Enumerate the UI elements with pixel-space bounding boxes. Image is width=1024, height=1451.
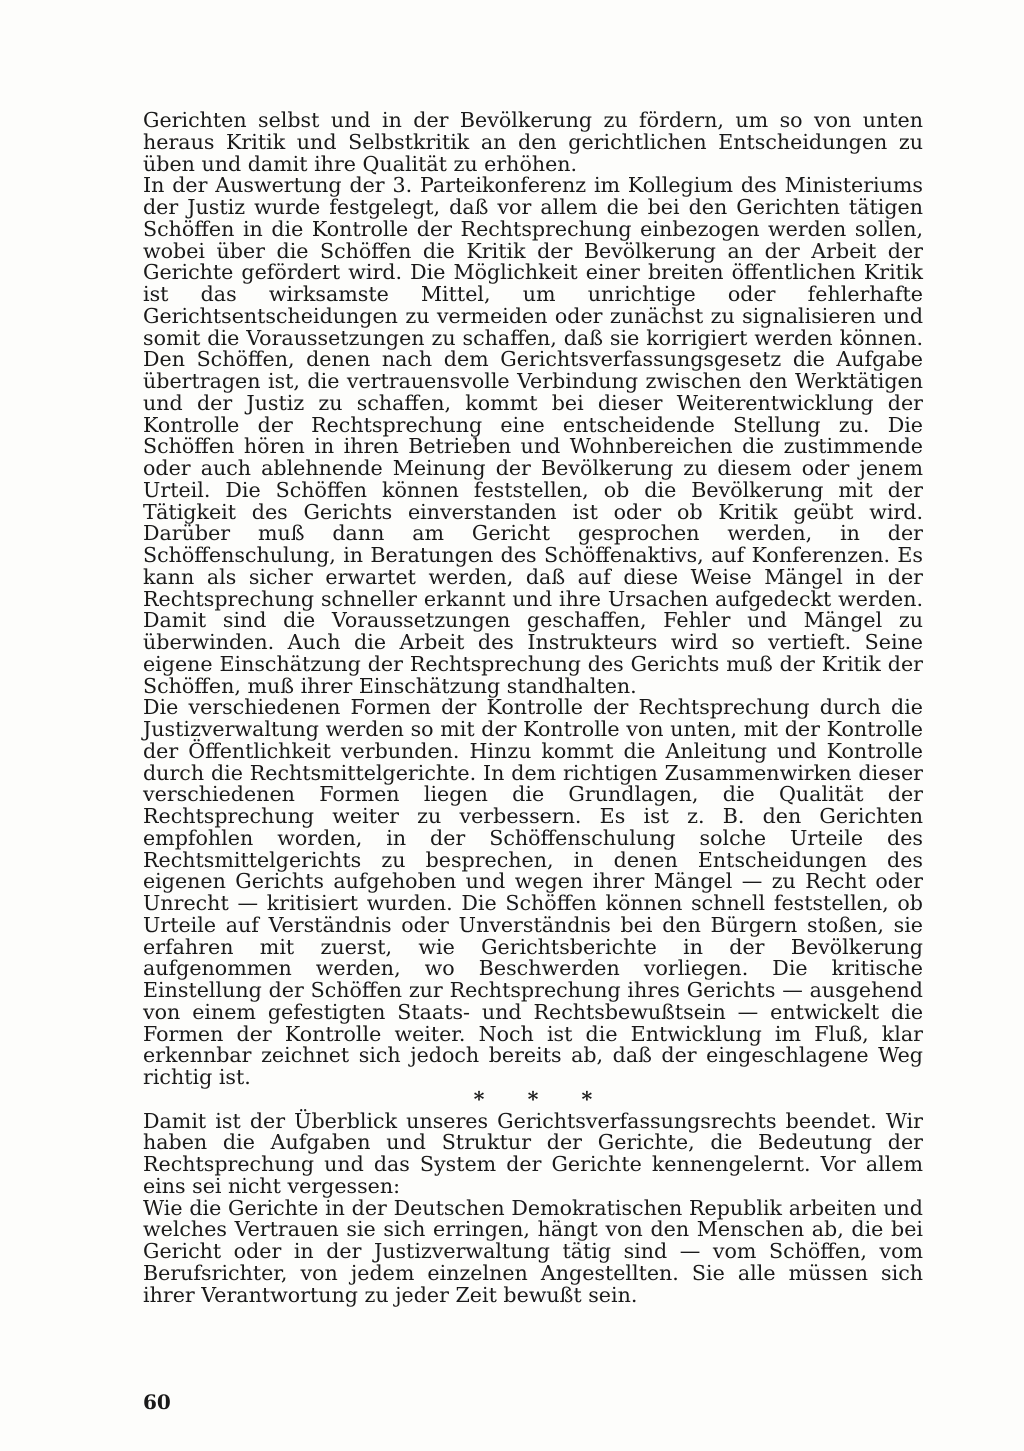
section-separator: * * *: [473, 1086, 611, 1111]
paragraph-2: In der Auswertung der 3. Parteikonferenz im Kollegium des Ministeriums der Justiz wurde festgelegt, daß vor allem die bei den Gerichten tätigen Schöffen in die Kontrolle der Rechtsprechung einbezogen werden sollen, wobei über die Schöffen die Kritik der Bevölkerung an der Arbeit der Gerichte gefördert wird. Die Möglichkeit einer breiten öffentlichen Kritik ist das wirksamste Mittel, um unrichtige oder fehlerhafte Gerichtsentscheidungen zu vermeiden oder zunächst zu signalisieren und somit die Voraussetzungen zu schaffen, daß sie korrigiert werden können. Den Schöffen, denen nach dem Gerichtsverfassungsgesetz die Aufgabe übertragen ist, die vertrauensvolle Verbindung zwischen den Werktätigen und der Justiz zu schaffen, kommt bei dieser Weiterentwicklung der Kontrolle der Rechtsprechung eine entscheidende Stellung zu. Die Schöffen hören in ihren Betrieben und Wohnbereichen die zustimmende oder auch ablehnende Meinung der Bevölkerung zu diesem oder jenem Urteil. Die Schöffen können feststellen, ob die Bevölkerung mit der Tätigkeit des Gerichts einverstanden ist oder ob Kritik geübt wird. Darüber muß dann am Gericht gesprochen werden, in der Schöffenschulung, in Beratungen des Schöffenaktivs, auf Konferenzen. Es kann als sicher erwartet werden, daß auf diese Weise Mängel in der Rechtsprechung schneller erkannt und ihre Ursachen aufgedeckt werden. Damit sind die Voraussetzungen geschaffen, Fehler und Mängel zu überwinden. Auch die Arbeit des Instrukteurs wird so vertieft. Seine eigene Einschätzung der Rechtsprechung des Gerichts muß der Kritik der Schöffen, muß ihrer Einschätzung standhalten.: [143, 173, 923, 698]
closing-paragraph-2: Wie die Gerichte in der Deutschen Demokratischen Republik arbeiten und welches Vertrauen sie sich erringen, hängt von den Menschen ab, die bei Gericht oder in der Justizverwaltung tätig sind — vom Schöffen, vom Berufsrichter, von jedem einzelnen Angestellten. Sie alle müssen sich ihrer Verantwortung zu jeder Zeit bewußt sein.: [143, 1195, 923, 1307]
paragraph-3: Die verschiedenen Formen der Kontrolle der Rechtsprechung durch die Justizverwaltung werden so mit der Kontrolle von unten, mit der Kontrolle der Öffentlichkeit verbunden. Hinzu kommt die Anleitung und Kontrolle durch die Rechtsmittelgerichte. In dem richtigen Zusammenwirken dieser verschiedenen Formen liegen die Grundlagen, die Qualität der Rechtsprechung weiter zu verbessern. Es ist z. B. den Gerichten empfohlen worden, in der Schöffenschulung solche Urteile des Rechtsmittelgerichts zu besprechen, in denen Entscheidungen des eigenen Gerichts aufgehoben und wegen ihrer Mängel — zu Recht oder Unrecht — kritisiert wurden. Die Schöffen können schnell feststellen, ob Urteile auf Verständnis oder Unverständnis bei den Bürgern stoßen, sie erfahren mit zuerst, wie Gerichtsberichte in der Bevölkerung aufgenommen werden, wo Beschwerden vorliegen. Die kritische Einstellung der Schöffen zur Rechtsprechung ihres Gerichts — ausgehend von einem gefestigten Staats- und Rechtsbewußtsein — entwickelt die Formen der Kontrolle weiter. Noch ist die Entwicklung im Fluß, klar erkennbar zeichnet sich jedoch bereits ab, daß der eingeschlagene Weg richtig ist.: [143, 695, 923, 1089]
body-text: [143, 110, 923, 1306]
page-number: 60: [143, 1390, 171, 1414]
closing-paragraph-1: Damit ist der Überblick unseres Gerichtsverfassungsrechts beendet. Wir haben die Aufgaben und Struktur der Gerichte, die Bedeutung der Rechtsprechung und das System der Gerichte kennengelernt. Vor allem eins sei nicht vergessen:: [143, 1108, 923, 1198]
paragraph-1: Gerichten selbst und in der Bevölkerung zu fördern, um so von unten heraus Kritik und Selbstkritik an den gerichtlichen Entscheidungen zu üben und damit ihre Qualität zu erhöhen.: [143, 108, 923, 176]
